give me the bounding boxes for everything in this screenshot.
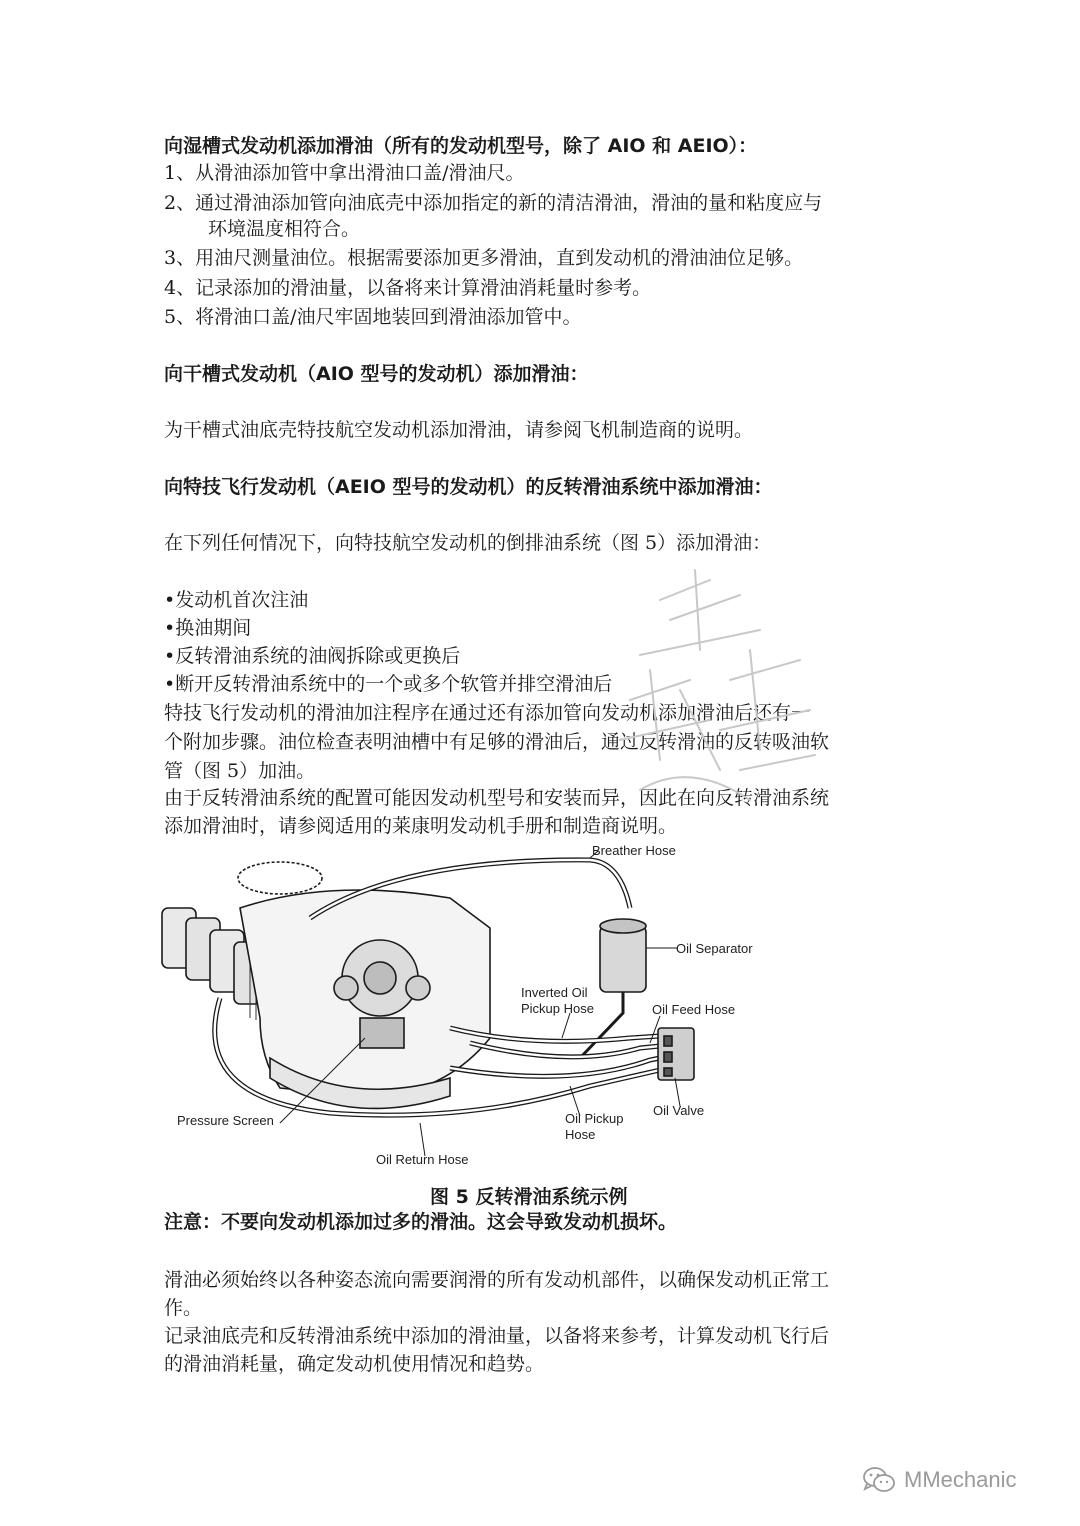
dry-sump-heading: 向干槽式发动机（AIO 型号的发动机）添加滑油：: [164, 363, 589, 385]
wet-sump-step-5: 5、将滑油口盖/油尺牢固地装回到滑油添加管中。: [164, 306, 582, 328]
footer-brand: [862, 1466, 1016, 1494]
closing-para1-line2: 作。: [164, 1297, 203, 1319]
aerobatic-heading: 向特技飞行发动机（AEIO 型号的发动机）的反转滑油系统中添加滑油：: [164, 476, 773, 498]
inverted-oil-system-figure: [150, 838, 950, 1178]
watermark-stamp: [600, 560, 830, 820]
figure-caption: 图 5 反转滑油系统示例: [430, 1186, 628, 1208]
label-oil-pickup-hose-1: Oil Pickup: [565, 1111, 624, 1126]
aerobatic-para1-line2: 个附加步骤。油位检查表明油槽中有足够的滑油后，通过反转滑油的反转吸油软: [164, 731, 830, 753]
dry-sump-body: 为干槽式油底壳特技航空发动机添加滑油，请参阅飞机制造商的说明。: [164, 419, 754, 441]
bullet-item: •断开反转滑油系统中的一个或多个软管并排空滑油后: [164, 673, 613, 695]
label-oil-feed-hose: Oil Feed Hose: [652, 1002, 736, 1017]
aerobatic-para2-line1: 由于反转滑油系统的配置可能因发动机型号和安装而异，因此在向反转滑油系统: [164, 787, 830, 809]
aerobatic-para1-line3: 管（图 5）加油。: [164, 760, 316, 782]
wet-sump-heading: 向湿槽式发动机添加滑油（所有的发动机型号，除了 AIO 和 AEIO）：: [164, 135, 758, 157]
bullet-item: •反转滑油系统的油阀拆除或更换后: [164, 645, 461, 667]
label-oil-return-hose: Oil Return Hose: [376, 1152, 469, 1167]
label-oil-separator: Oil Separator: [676, 941, 753, 956]
bullet-item: •发动机首次注油: [164, 589, 309, 611]
closing-para1-line1: 滑油必须始终以各种姿态流向需要润滑的所有发动机部件，以确保发动机正常工: [164, 1269, 830, 1291]
label-inverted-oil-pickup-hose-1: Inverted Oil: [521, 985, 588, 1000]
footer-brand-text: MMechanic: [904, 1467, 1017, 1492]
note-warning: 注意：不要向发动机添加过多的滑油。这会导致发动机损坏。: [164, 1211, 678, 1233]
wechat-icon: [862, 1466, 896, 1494]
label-oil-valve: Oil Valve: [653, 1103, 705, 1118]
aerobatic-intro: 在下列任何情况下，向特技航空发动机的倒排油系统（图 5）添加滑油：: [164, 532, 772, 554]
wet-sump-step-4: 4、记录添加的滑油量，以备将来计算滑油消耗量时参考。: [164, 277, 652, 299]
aerobatic-para2-line2: 添加滑油时，请参阅适用的莱康明发动机手册和制造商说明。: [164, 815, 678, 837]
aerobatic-para1-line1: 特技飞行发动机的滑油加注程序在通过还有添加管向发动机添加滑油后还有一: [164, 702, 811, 724]
closing-para2-line2: 的滑油消耗量，确定发动机使用情况和趋势。: [164, 1353, 545, 1375]
wet-sump-step-1: 1、从滑油添加管中拿出滑油口盖/滑油尺。: [164, 162, 525, 184]
closing-para2-line1: 记录油底壳和反转滑油系统中添加的滑油量，以备将来参考，计算发动机飞行后: [164, 1325, 830, 1347]
label-breather-hose: Breather Hose: [592, 843, 676, 858]
label-inverted-oil-pickup-hose-2: Pickup Hose: [521, 1001, 594, 1016]
label-oil-pickup-hose-2: Hose: [565, 1127, 596, 1142]
wet-sump-step-2: 2、通过滑油添加管向油底壳中添加指定的新的清洁滑油，滑油的量和粘度应与: [164, 192, 823, 214]
wet-sump-step-3: 3、用油尺测量油位。根据需要添加更多滑油，直到发动机的滑油油位足够。: [164, 247, 804, 269]
wet-sump-step-2-cont: 环境温度相符合。: [208, 218, 361, 240]
bullet-item: •换油期间: [164, 617, 252, 639]
label-pressure-screen: Pressure Screen: [177, 1113, 274, 1128]
